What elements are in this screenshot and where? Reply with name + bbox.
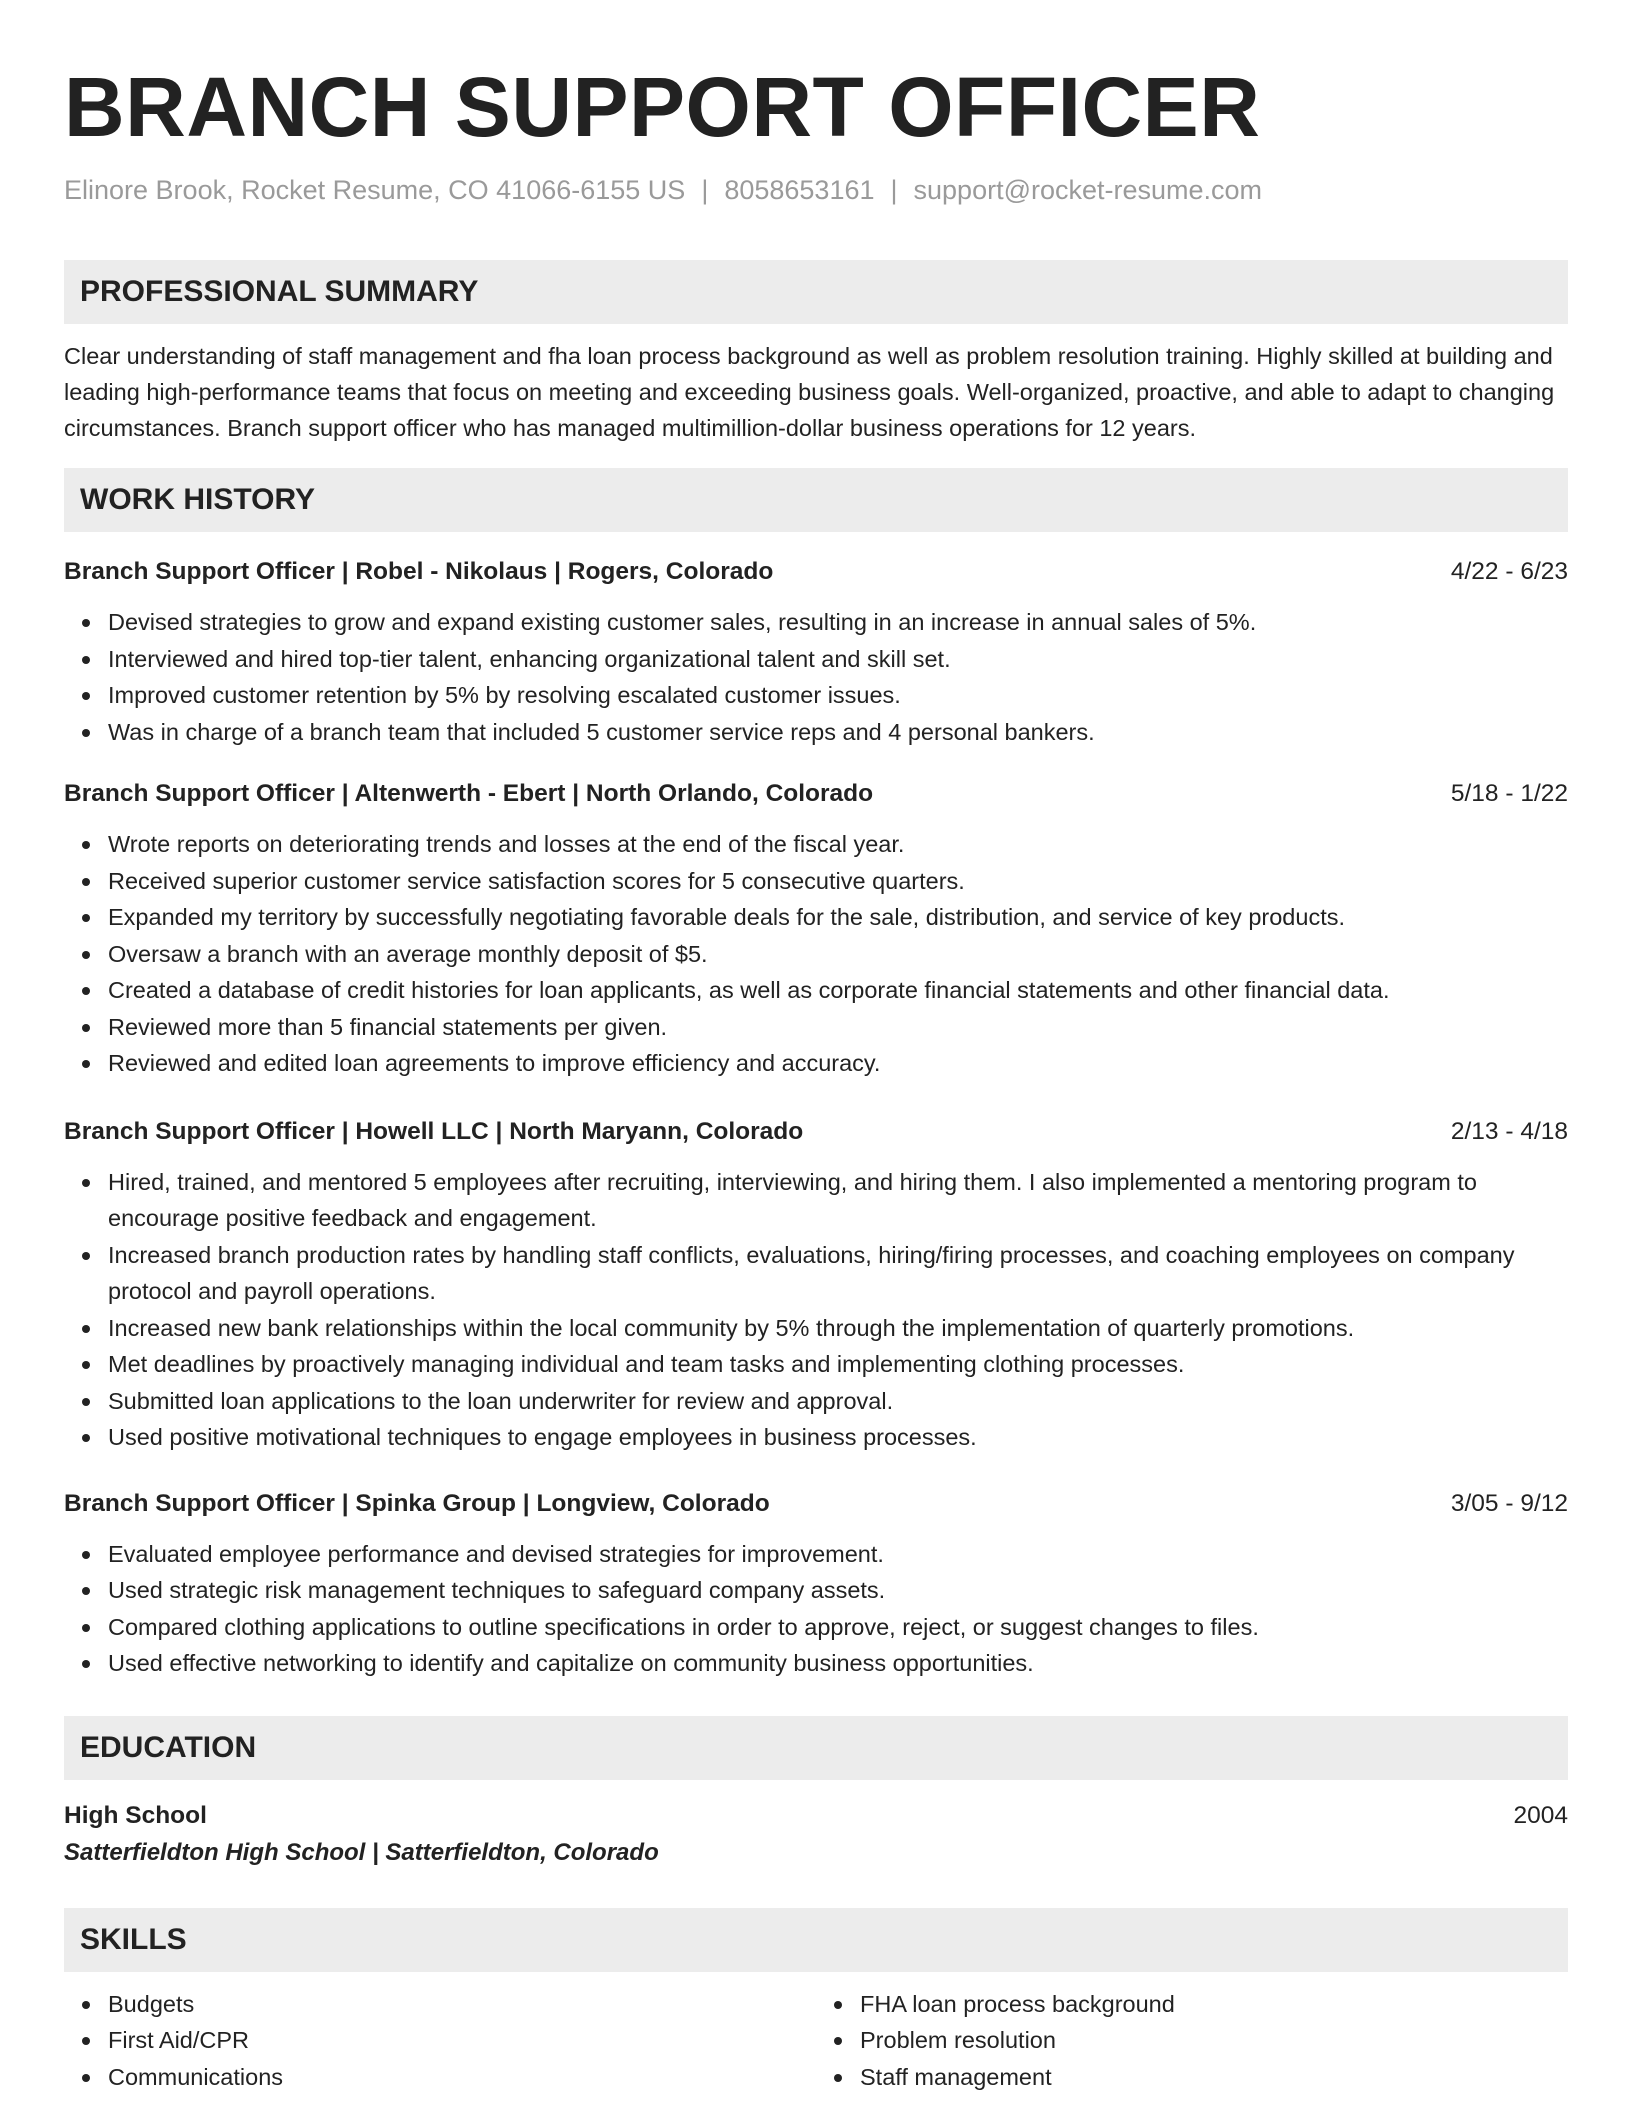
skills-column-right: [816, 1986, 1568, 2096]
job-entry: [64, 1114, 1568, 1456]
job-bullet: Expanded my territory by successfully negotiating favorable deals for the sale, distribution, and service of key products.: [108, 899, 1568, 936]
job-bullet: Used effective networking to identify and capitalize on community business opportunities.: [108, 1645, 1568, 1682]
section-header-skills: SKILLS: [64, 1908, 1568, 1972]
job-bullet: Hired, trained, and mentored 5 employees after recruiting, interviewing, and hiring them. I also implemented a mentoring program to encourage positive feedback and engagement.: [108, 1164, 1568, 1237]
job-title: Branch Support Officer | Altenwerth - Ebert | North Orlando, Colorado: [64, 780, 874, 807]
education-school: Satterfieldton High School | Satterfieldton, Colorado: [64, 1838, 659, 1866]
contact-separator: |: [701, 175, 709, 205]
job-bullet: Increased branch production rates by handling staff conflicts, evaluations, hiring/firing processes, and coaching employees on company protocol and payroll operations.: [108, 1237, 1568, 1310]
education-year: 2004: [1513, 1801, 1568, 1829]
job-dates: 2/13 - 4/18: [1450, 1117, 1568, 1145]
job-bullets: [64, 1164, 1568, 1456]
section-header-education: EDUCATION: [64, 1716, 1568, 1780]
contact-address: Elinore Brook, Rocket Resume, CO 41066-6155 US: [64, 175, 686, 205]
skills-grid: [64, 1986, 1568, 2096]
job-bullet: Increased new bank relationships within the local community by 5% through the implementation of quarterly promotions.: [108, 1310, 1568, 1347]
contact-email: support@rocket-resume.com: [913, 175, 1263, 205]
job-title: Branch Support Officer | Spinka Group | Longview, Colorado: [64, 1489, 770, 1517]
job-entry: [64, 1486, 1568, 1682]
job-dates: 3/05 - 9/12: [1450, 1489, 1568, 1517]
job-bullets: [64, 1536, 1568, 1682]
job-bullet: Submitted loan applications to the loan underwriter for review and approval.: [108, 1383, 1568, 1420]
job-title: Branch Support Officer | Howell LLC | North Maryann, Colorado: [64, 1117, 804, 1145]
job-dates: 5/18 - 1/22: [1450, 780, 1568, 807]
job-bullet: Reviewed and edited loan agreements to improve efficiency and accuracy.: [108, 1045, 1568, 1082]
skills-list: [816, 1986, 1568, 2096]
skill-item: Staff management: [860, 2059, 1568, 2096]
job-bullet: Interviewed and hired top-tier talent, enhancing organizational talent and skill set.: [108, 641, 1568, 678]
job-header: [64, 1114, 1568, 1150]
job-header: [64, 554, 1568, 590]
job-header: [64, 776, 1568, 812]
skill-item: First Aid/CPR: [108, 2022, 816, 2059]
section-header-work-history: WORK HISTORY: [64, 468, 1568, 532]
job-bullet: Wrote reports on deteriorating trends and losses at the end of the fiscal year.: [108, 826, 1568, 863]
job-dates: 4/22 - 6/23: [1450, 558, 1568, 585]
job-bullet: Oversaw a branch with an average monthly deposit of $5.: [108, 936, 1568, 973]
job-bullet: Evaluated employee performance and devised strategies for improvement.: [108, 1536, 1568, 1573]
job-bullets: [64, 826, 1568, 1082]
resume-title: BRANCH SUPPORT OFFICER: [64, 60, 1261, 154]
skill-item: Communications: [108, 2059, 816, 2096]
job-bullet: Was in charge of a branch team that included 5 customer service reps and 4 personal bankers.: [108, 714, 1568, 751]
job-entry: [64, 554, 1568, 750]
skills-list: [64, 1986, 816, 2096]
job-bullet: Used strategic risk management techniques to safeguard company assets.: [108, 1572, 1568, 1609]
job-bullet: Compared clothing applications to outline specifications in order to approve, reject, or suggest changes to files.: [108, 1609, 1568, 1646]
skill-item: Problem resolution: [860, 2022, 1568, 2059]
job-bullet: Improved customer retention by 5% by resolving escalated customer issues.: [108, 677, 1568, 714]
job-bullet: Created a database of credit histories for loan applicants, as well as corporate financial statements and other financial data.: [108, 972, 1568, 1009]
job-bullet: Devised strategies to grow and expand existing customer sales, resulting in an increase in annual sales of 5%.: [108, 604, 1568, 641]
job-bullet: Reviewed more than 5 financial statements per given.: [108, 1009, 1568, 1046]
section-header-summary: PROFESSIONAL SUMMARY: [64, 260, 1568, 324]
job-entry: [64, 776, 1568, 1082]
job-bullets: [64, 604, 1568, 750]
skill-item: FHA loan process background: [860, 1986, 1568, 2023]
education-degree: High School: [64, 1801, 207, 1829]
job-title: Branch Support Officer | Robel - Nikolaus | Rogers, Colorado: [64, 558, 774, 585]
skill-item: Budgets: [108, 1986, 816, 2023]
job-bullet: Received superior customer service satisfaction scores for 5 consecutive quarters.: [108, 863, 1568, 900]
contact-separator: |: [890, 175, 898, 205]
skills-column-left: [64, 1986, 816, 2096]
job-header: [64, 1486, 1568, 1522]
job-bullet: Used positive motivational techniques to engage employees in business processes.: [108, 1419, 1568, 1456]
contact-phone: 8058653161: [724, 175, 875, 205]
contact-line: [64, 172, 1568, 208]
education-header: [64, 1798, 1568, 1834]
summary-text: Clear understanding of staff management and fha loan process background as well as problem resolution training. Highly skilled at building and leading high-performance teams that focus on meeting and exceeding business goals. Well-organized, proactive, and able to adapt to changing circumstances. Branch support officer who has managed multimillion-dollar business operations for 12 years.: [64, 343, 1555, 441]
job-bullet: Met deadlines by proactively managing individual and team tasks and implementing clothing processes.: [108, 1346, 1568, 1383]
